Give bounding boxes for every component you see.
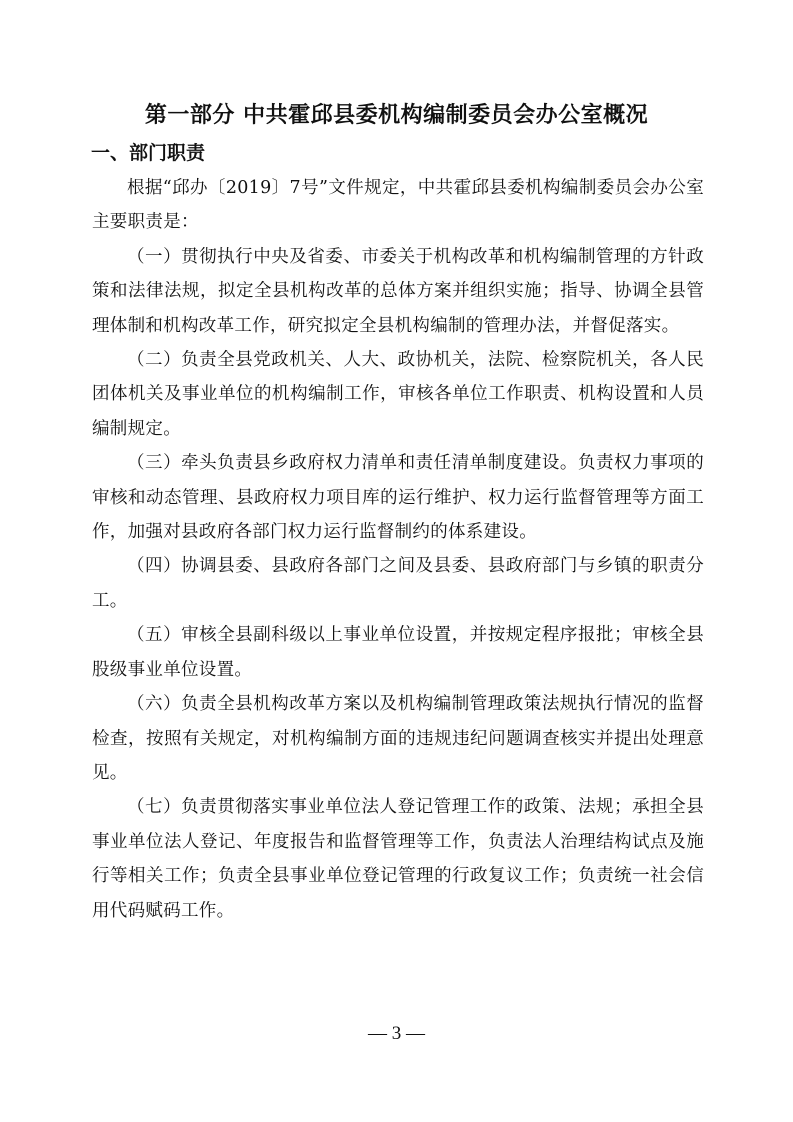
paragraph-intro: 根据“邱办〔2019〕7号”文件规定，中共霍邱县委机构编制委员会办公室主要职责是： [92, 178, 704, 233]
paragraph-item-4: （四）协调县委、县政府各部门之间及县委、县政府部门与乡镇的职责分工。 [92, 556, 704, 611]
paragraph-item-3: （三）牵头负责县乡政府权力清单和责任清单制度建设。负责权力事项的审核和动态管理、县政府权力项目库的运行维护、权力运行监督管理等方面工作，加强对县政府各部门权力运行监督制约的体系建设。 [92, 453, 704, 543]
page-title: 第一部分 中共霍邱县委机构编制委员会办公室概况 [144, 103, 649, 128]
paragraph-item-1: （一）贯彻执行中央及省委、市委关于机构改革和机构编制管理的方针政策和法律法规，拟定全县机构改革的总体方案并组织实施；指导、协调全县管理体制和机构改革工作，研究拟定全县机构编制的管理办法，并督促落实。 [92, 246, 704, 336]
section-heading: 一、部门职责 [91, 142, 206, 164]
paragraph-item-2: （二）负责全县党政机关、人大、政协机关，法院、检察院机关，各人民团体机关及事业单位的机构编制工作，审核各单位工作职责、机构设置和人员编制规定。 [92, 350, 704, 439]
paragraph-item-6: （六）负责全县机构改革方案以及机构编制管理政策法规执行情况的监督检查，按照有关规定，对机构编制方面的违规违纪问题调查核实并提出处理意见。 [92, 694, 704, 783]
body-text [92, 171, 704, 928]
paragraph-item-5: （五）审核全县副科级以上事业单位设置，并按规定程序报批；审核全县股级事业单位设置。 [92, 625, 704, 680]
page-number: — 3 — [368, 1023, 425, 1044]
paragraph-item-7: （七）负责贯彻落实事业单位法人登记管理工作的政策、法规；承担全县事业单位法人登记、年度报告和监督管理等工作，负责法人治理结构试点及施行等相关工作；负责全县事业单位登记管理的行政复议工作；负责统一社会信用代码赋码工作。 [92, 797, 704, 921]
